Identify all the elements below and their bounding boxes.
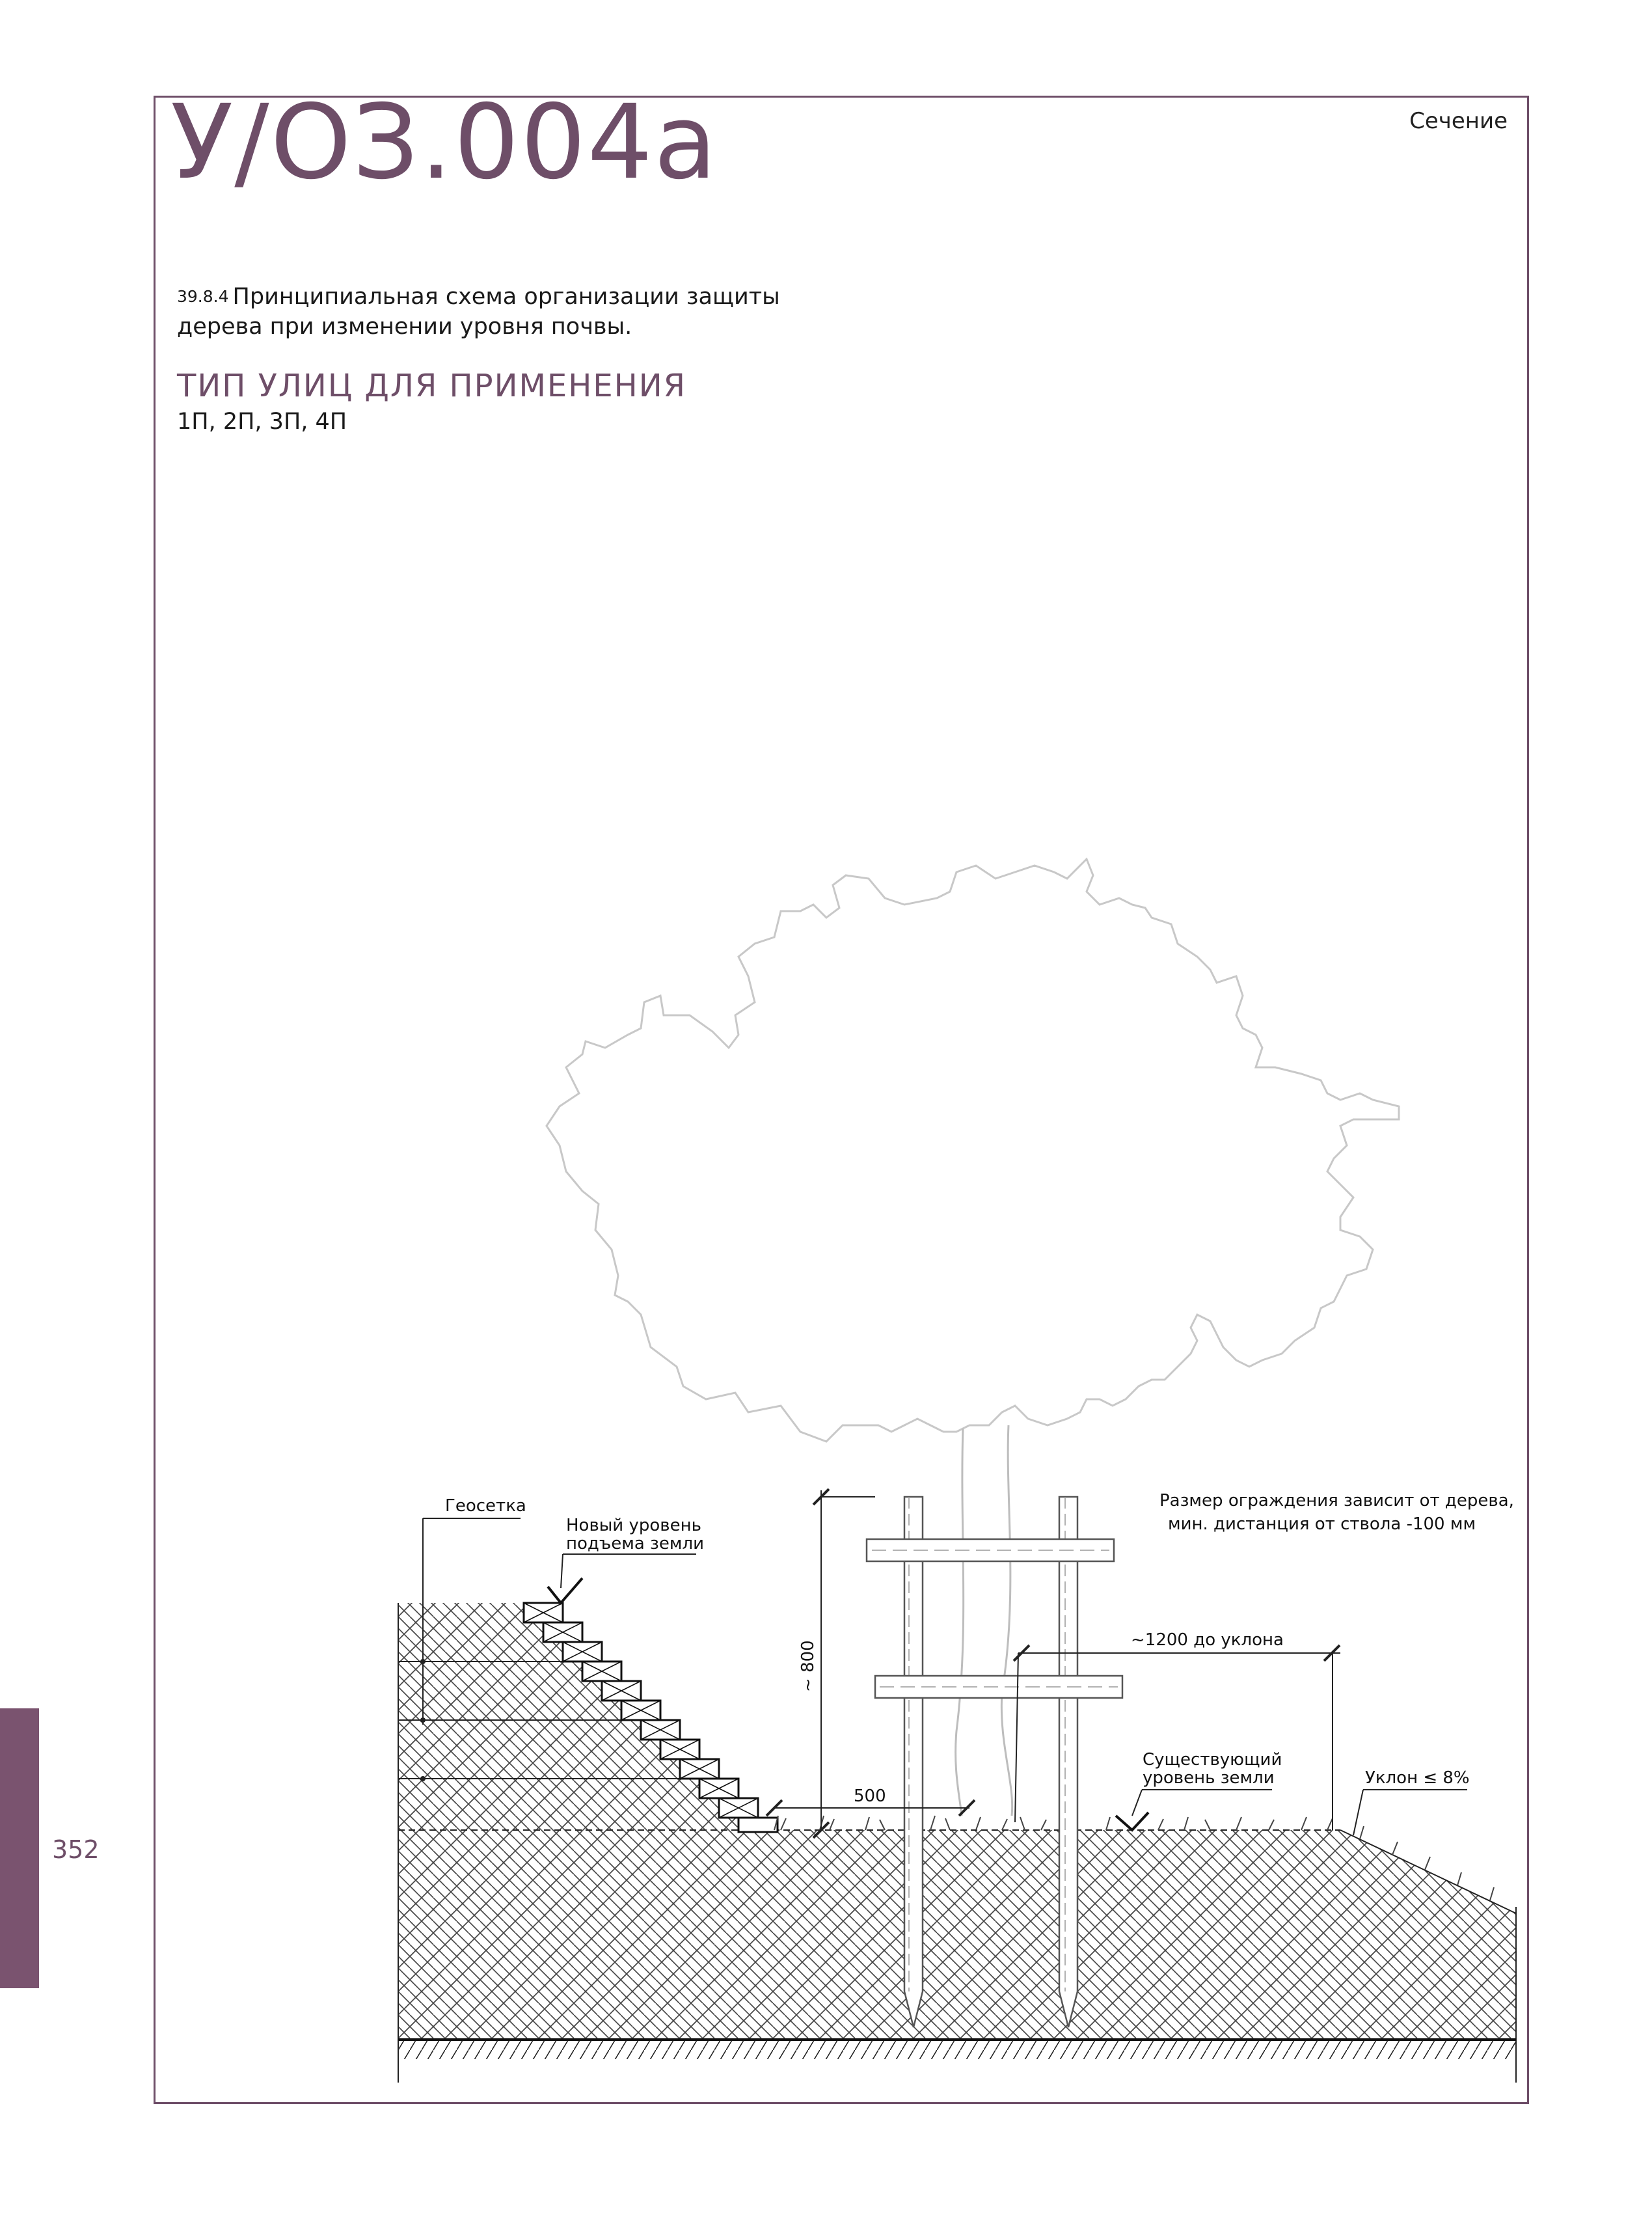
existing-level-label-1: Существующий (1143, 1750, 1282, 1770)
dim-width-label: ~1200 до уклона (1131, 1630, 1284, 1650)
fill-soil-hatch (398, 1603, 1516, 2040)
tree-trunk (956, 1429, 964, 1816)
fence-note-line2: мин. дистанция от ствола -100 мм (1168, 1514, 1476, 1534)
new-level-label-1: Новый уровень (566, 1516, 701, 1535)
street-types-values: 1П, 2П, 3П, 4П (177, 409, 347, 435)
tree-crown-outline (547, 859, 1399, 1442)
dim-height-label: ~ 800 (798, 1640, 818, 1692)
section-label: Сечение (1409, 108, 1508, 134)
fence-note-line1: Размер ограждения зависит от дерева, (1159, 1491, 1514, 1511)
dim-500-label: 500 (854, 1786, 886, 1806)
description-line1: Принципиальная схема организации защиты (232, 284, 780, 310)
description-number: 39.8.4 (177, 287, 229, 306)
street-types-heading: ТИП УЛИЦ ДЛЯ ПРИМЕНЕНИЯ (177, 368, 687, 404)
geogrid-label: Геосетка (445, 1496, 526, 1516)
drawing-code: У/ОЗ.004а (170, 83, 718, 202)
description-line2: дерева при изменении уровня почвы. (177, 314, 632, 340)
existing-level-label-2: уровень земли (1143, 1768, 1275, 1788)
slope-label: Уклон ≤ 8% (1365, 1768, 1470, 1788)
new-level-label-2: подъема земли (566, 1534, 705, 1553)
page-number: 352 (52, 1835, 100, 1864)
